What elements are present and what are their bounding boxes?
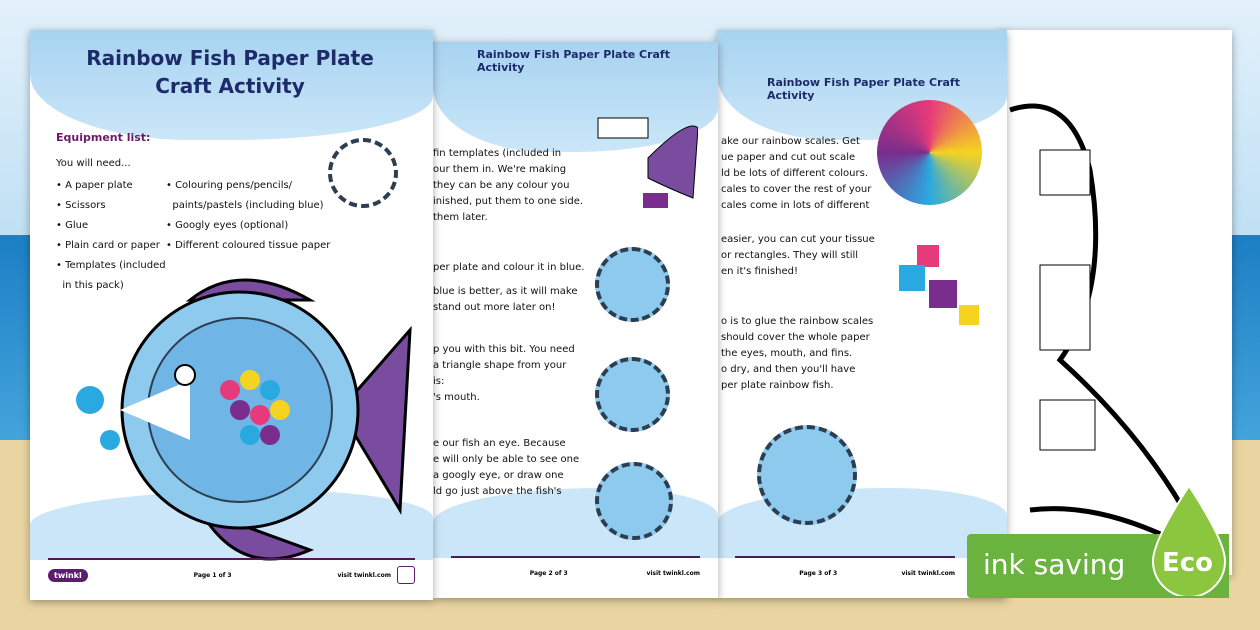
text-line: them later. (433, 212, 488, 223)
equipment-list-right (166, 176, 330, 256)
tissue-square (929, 280, 957, 308)
list-item: • Glue (56, 220, 89, 231)
list-item: • Colouring pens/pencils/ (166, 180, 293, 191)
fin-template-image (588, 98, 698, 208)
text-line: ld go just above the fish's (433, 486, 562, 497)
text-line: a googly eye, or draw one (433, 470, 564, 481)
tissue-square (899, 265, 925, 291)
list-item: • Plain card or paper (56, 240, 160, 251)
tissue-square (917, 245, 939, 267)
text-line: fin templates (included in (433, 148, 562, 159)
page-3 (717, 30, 1007, 598)
list-item: paints/pastels (including blue) (172, 200, 324, 211)
page-title: Rainbow Fish Paper Plate Craft Activity (86, 46, 374, 98)
ink-saving-label: ink saving (983, 548, 1126, 581)
text-line: or rectangles. They will still (721, 250, 859, 261)
page-2 (433, 42, 718, 598)
text-line: the eyes, mouth, and fins. (721, 348, 853, 359)
page-title: Rainbow Fish Paper Plate Craft Activity (477, 48, 670, 74)
text-line: a triangle shape from your (433, 360, 567, 371)
text-line: per plate and colour it in blue. (433, 262, 585, 273)
eco-leaf-drop-icon (1150, 486, 1228, 596)
eye-plate-image (595, 462, 673, 540)
text-line: stand out more later on! (433, 302, 556, 313)
list-item: in this pack) (62, 280, 124, 291)
list-item: • Different coloured tissue paper (166, 240, 331, 251)
text-line: 's mouth. (433, 392, 480, 403)
tissue-square (959, 305, 979, 325)
text-line: easier, you can cut your tissue (721, 234, 875, 245)
site-link[interactable]: visit twinkl.com (646, 569, 700, 577)
quality-badge-icon (397, 566, 415, 584)
page-footer (735, 556, 955, 588)
list-item: • A paper plate (56, 180, 133, 191)
text-line: ld be lots of different colours. (721, 168, 869, 179)
page-footer (451, 556, 700, 588)
page-1 (30, 30, 433, 600)
text-line: ue paper and cut out scale (721, 152, 856, 163)
site-link[interactable]: visit twinkl.com (901, 569, 955, 577)
text-line: e our fish an eye. Because (433, 438, 566, 449)
list-item: • Scissors (56, 200, 106, 211)
list-item: • Templates (included (56, 260, 166, 271)
finished-fish-image (757, 425, 857, 525)
text-line: is: (433, 376, 445, 387)
intro-text: You will need... (56, 158, 131, 169)
site-link[interactable]: visit twinkl.com (337, 571, 391, 579)
text-line: cales come in lots of different (721, 200, 870, 211)
text-line: per plate rainbow fish. (721, 380, 834, 391)
eco-label: Eco (1162, 548, 1214, 578)
text-line: e will only be able to see one (433, 454, 580, 465)
text-line: they can be any colour you (433, 180, 570, 191)
text-line: cales to cover the rest of your (721, 184, 872, 195)
text-line: ake our rainbow scales. Get (721, 136, 860, 147)
scales-plate-image (877, 100, 982, 205)
text-line: blue is better, as it will make (433, 286, 578, 297)
equipment-heading: Equipment list: (56, 131, 151, 144)
twinkl-logo: twinkl (48, 569, 88, 582)
blue-plate-image (595, 247, 670, 322)
text-line: en it's finished! (721, 266, 798, 277)
list-item: • Googly eyes (optional) (166, 220, 289, 231)
supplies-image (328, 138, 398, 208)
footer-wave (717, 488, 1007, 558)
text-line: our them in. We're making (433, 164, 567, 175)
text-line: should cover the whole paper (721, 332, 870, 343)
page-number: Page 3 of 3 (799, 569, 838, 577)
page-title: Rainbow Fish Paper Plate Craft Activity (767, 76, 960, 102)
page-number: Page 1 of 3 (193, 571, 232, 579)
cut-plate-image (595, 357, 670, 432)
page-footer (48, 558, 415, 590)
text-line: o dry, and then you'll have (721, 364, 856, 375)
text-line: p you with this bit. You need (433, 344, 575, 355)
page-number: Page 2 of 3 (529, 569, 568, 577)
text-line: o is to glue the rainbow scales (721, 316, 874, 327)
rainbow-fish-image (40, 260, 420, 580)
text-line: inished, put them to one side. (433, 196, 584, 207)
